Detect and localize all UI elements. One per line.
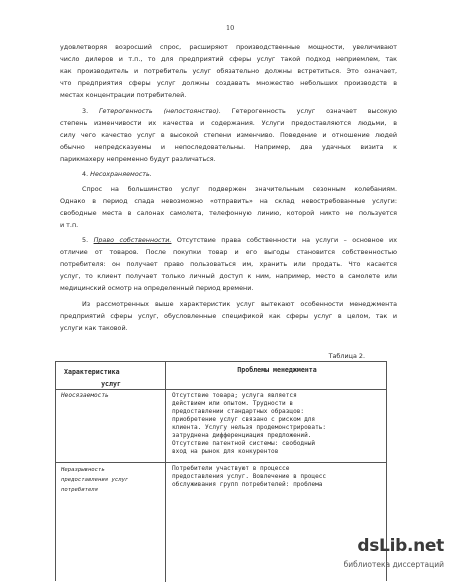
term: Несохраняемость. <box>90 170 152 178</box>
row2-characteristic <box>61 465 161 495</box>
table-cell-line: Потребители участвуют в процессе <box>172 465 290 472</box>
table-cell-line: обслуживания групп потребителей: проблема <box>172 481 323 488</box>
body-line: и т.п. <box>60 221 79 229</box>
body-line: услуг, то клиент получает только личный доступ к ним, например, место в самолете или <box>60 272 397 280</box>
term: Право собственности. <box>93 236 172 244</box>
characteristics-table <box>55 361 387 581</box>
body-line: Из рассмотренных выше характеристик услуг вытекают особенности менеджмента <box>82 300 397 308</box>
body-line: парикмахеру непременно будут различаться. <box>60 155 216 163</box>
table-cell-line: действием или опытом. Трудности в <box>172 400 294 407</box>
table-cell-line: вход на рынок для конкурентов <box>172 448 279 455</box>
table-label: Таблица 2. <box>328 352 365 360</box>
page-number: 10 <box>226 24 235 32</box>
term: Гетерогенность (непостоянство). <box>99 107 221 115</box>
body-line: обычно непредсказуемы и непоследовательны. Например, два удачных визита к <box>60 143 397 151</box>
body-line: местах концентрации потребителей. <box>60 91 187 99</box>
watermark-tagline: библиотека диссертаций <box>343 560 444 569</box>
body-line: как производитель и потребитель услуг обязательно должны встретиться. Это означает, <box>60 67 397 75</box>
row-divider <box>56 462 386 463</box>
item-number: 5. <box>82 236 94 244</box>
body-line: предприятий сферы услуг, обусловленные спецификой как сферы услуг в целом, так и <box>60 312 397 320</box>
row2-characteristic-line: Неразрывность <box>61 467 105 473</box>
table-cell-line: затруднена дифференциация предложений. <box>172 432 312 439</box>
header-characteristic-line2: услуг <box>101 380 121 388</box>
row1-characteristic: Неосязаемость <box>61 392 109 399</box>
table-cell-line: предоставления услуг. Вовлечение в процесс <box>172 473 327 480</box>
body-text: Отсутствие права собственности на услуги – основное их <box>171 236 397 244</box>
body-line: потребителя: он получает право пользоваться им, хранить или продать. Что касается <box>60 260 397 268</box>
row2-characteristic-line: предоставления услуг <box>61 477 129 483</box>
body-line: удовлетворяя возросший спрос, расширяют производственные мощности, увеличивают <box>60 43 397 51</box>
table-cell-line: предоставлении стандартных образцов: <box>172 408 305 415</box>
watermark-brand: dsLib.net <box>357 536 444 556</box>
body-line: услуги как таковой. <box>60 324 128 332</box>
body-line-lead <box>82 170 152 178</box>
header-characteristic <box>64 366 158 390</box>
body-line: свободные места в салонах самолета, телефонную линию, которой никто не пользуется <box>60 209 397 217</box>
column-divider <box>165 362 166 582</box>
body-line: степень изменчивости их качества и содержания. Услуги предоставляются людьми, в <box>60 119 397 127</box>
body-line: что предприятия сферы услуг должны создавать множество небольших производств в <box>60 79 397 87</box>
body-line: Спрос на большинство услуг подвержен значительным сезонным колебаниям. <box>82 185 397 193</box>
body-line: медицинский осмотр на определенный период времени. <box>60 284 254 292</box>
item-number: 3. <box>82 107 99 115</box>
body-line: число дилеров и т.п., то для предприятий сферы услуг такой подход неприемлем, так <box>60 55 397 63</box>
header-problems: Проблемы менеджмента <box>237 366 317 374</box>
body-line: Однако в период спада невозможно «отправить» на склад невостребованные услуги: <box>60 197 397 205</box>
table-cell-line: приобретение услуг связано с риском для <box>172 416 316 423</box>
header-characteristic-line1: Характеристика <box>64 368 120 376</box>
body-line-lead <box>82 236 397 244</box>
table-cell-line: Отсутствие товара; услуга является <box>172 392 297 399</box>
item-number: 4. <box>82 170 91 178</box>
row2-characteristic-line: потребителя <box>61 487 99 493</box>
table-cell-line: Отсутствие патентной системы: свободный <box>172 440 316 447</box>
table-cell-line: клиента. Услугу нельзя продемонстрировать: <box>172 424 327 431</box>
body-line: силу чего качество услуг в высокой степени изменчиво. Поведение и отношение людей <box>60 131 397 139</box>
dslib-watermark <box>340 536 450 581</box>
body-text: Гетерогенность услуг означает высокую <box>220 107 397 115</box>
body-line-lead <box>82 107 397 115</box>
body-line: отличие от товаров. После покупки товар и его выгоды становится собственностью <box>60 248 397 256</box>
